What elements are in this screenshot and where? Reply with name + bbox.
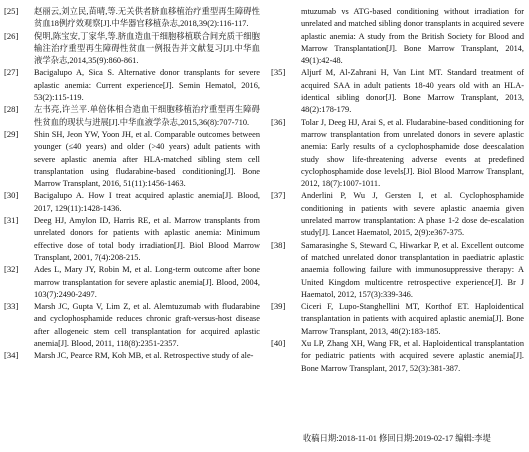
reference-number: [26] bbox=[4, 30, 19, 41]
reference-text: Marsh JC, Gupta V, Lim Z, et al. Alemtuzumab with fludarabine and cyclophosphamide reduces chronic graft-versus-host disease after allogeneic stem cell transplantation for acquired aplastic anemia[J]. Blood, 2011, 118(8):2351-2357. bbox=[34, 302, 260, 349]
reference-text: Aljurf M, Al-Zahrani H, Van Lint MT. Standard treatment of acquired SAA in adult patients 18-40 years old with an HLA-identical sibling donor[J]. Bone Marrow Transplant, 2013, 48(2):178-179. bbox=[301, 68, 524, 115]
reference-number: [27] bbox=[4, 67, 19, 78]
reference-entry bbox=[4, 350, 260, 362]
reference-entry bbox=[271, 338, 524, 375]
reference-number: [40] bbox=[271, 338, 286, 349]
right-column bbox=[271, 6, 524, 375]
reference-number: [34] bbox=[4, 350, 19, 361]
reference-text: 赵丽云,刘立民,苗晴,等.无关供者脐血移植治疗重型再生障碍性贫血18例疗效观察[J].中华器官移植杂志,2018,39(2):116-117. bbox=[34, 7, 260, 29]
reference-entry bbox=[4, 67, 260, 104]
reference-text: Tolar J, Deeg HJ, Arai S, et al. Fludarabine-based conditioning for marrow transplantation from unrelated donors in severe aplastic anemia: Early results of a cyclophosphamide dose deescalation study show life-threatening adverse events at predefined cyclophosphamide dose levels[J]. Biol Blood Marrow Transplant, 2012, 18(7):1007-1011. bbox=[301, 117, 524, 189]
reference-entry bbox=[271, 117, 524, 191]
reference-entry bbox=[4, 31, 260, 68]
reference-entry bbox=[4, 6, 260, 31]
reference-text: Samarasinghe S, Steward C, Hiwarkar P, et al. Excellent outcome of matched unrelated donor transplantation in paediatric aplastic anaemia following failure with immunosuppressive therapy: A United Kingdom multicentre retrospective experience[J]. Br J Haematol, 2012, 157(3):339-346. bbox=[301, 240, 524, 299]
reference-number: [29] bbox=[4, 128, 19, 139]
reference-continuation: mtuzumab vs ATG-based conditioning without irradiation for unrelated and matched sibling donor transplants in acquired severe aplastic anemia: A study from the British Society for Blood and Marrow Transplantation[J]. Bone Marrow Transplant, 2014, 49(1):42-48. bbox=[301, 7, 524, 66]
reference-number: [33] bbox=[4, 301, 19, 312]
reference-number: [30] bbox=[4, 190, 19, 201]
reference-text: Deeg HJ, Amylon ID, Harris RE, et al. Marrow transplants from unrelated donors for patients with aplastic anemia: Minimum effective dose of total body irradiation[J]. Biol Blood Marrow Transplant, 2001, 7(4):208-215. bbox=[34, 216, 260, 262]
reference-number: [36] bbox=[271, 116, 286, 127]
reference-entry bbox=[4, 129, 260, 190]
reference-entry bbox=[4, 215, 260, 264]
reference-number: [25] bbox=[4, 6, 19, 16]
reference-entry bbox=[4, 190, 260, 215]
reference-entry bbox=[271, 301, 524, 338]
reference-text: 左书亮,许兰平.单倍体相合造血干细胞移植治疗重型再生障碍性贫血的现状与进展[J].中华血液学杂志,2015,36(8):707-710. bbox=[34, 105, 260, 127]
reference-entry bbox=[4, 264, 260, 301]
reference-entry bbox=[271, 67, 524, 116]
reference-text: Ades L, Mary JY, Robin M, et al. Long-term outcome after bone marrow transplantation for severe aplastic anemia[J]. Blood, 2004, 103(7):2490-2497. bbox=[34, 265, 260, 299]
reference-number: [38] bbox=[271, 239, 286, 250]
reference-number: [37] bbox=[271, 190, 286, 201]
reference-entry bbox=[4, 104, 260, 129]
reference-text: Anderlini P, Wu J, Gersten I, et al. Cyclophosphamide conditioning in patients with severe aplastic anaemia given unrelated marrow transplantation: A phase 1-2 dose de-escalation study[J]. Lancet Haematol, 2015, 2(9):e367-375. bbox=[301, 191, 524, 238]
reference-text: Ciceri F, Lupo-Stanghellini MT, Korthof ET. Haploidentical transplantation in patients with acquired aplastic anemia[J]. Bone Marrow Transplant, 2013, 48(2):183-185. bbox=[301, 302, 524, 336]
reference-text: Xu LP, Zhang XH, Wang FR, et al. Haploidentical transplantation for pediatric patients with acquired severe aplastic anemia[J]. Bone Marrow Transplant, 2017, 52(3):381-387. bbox=[301, 339, 524, 373]
reference-number: [39] bbox=[271, 301, 286, 312]
reference-number: [28] bbox=[4, 104, 19, 115]
reference-entry bbox=[271, 240, 524, 301]
reference-number: [31] bbox=[4, 215, 19, 226]
left-column bbox=[4, 6, 260, 363]
reference-text: Marsh JC, Pearce RM, Koh MB, et al. Retrospective study of ale- bbox=[34, 351, 254, 361]
reference-number: [32] bbox=[4, 264, 19, 275]
reference-entry bbox=[271, 190, 524, 239]
reference-number: [35] bbox=[271, 67, 286, 78]
reference-text: Shin SH, Jeon YW, Yoon JH, et al. Comparable outcomes between younger (≤40 years) and older (>40 years) adult patients with severe aplastic anemia after HLA-matched sibling stem cell transplantation using fludarabine-based conditioning[J]. Bone Marrow Transplant, 2016, 51(11):1456-1463. bbox=[34, 129, 260, 189]
received-revised-editor-note: 收稿日期:2018-11-01 修回日期:2019-02-17 编辑:李堤 bbox=[303, 434, 491, 443]
reference-text: Bacigalupo A, Sica S. Alternative donor transplants for severe aplastic anemia: Current experience[J]. Semin Hematol, 2016, 53(2):115-119. bbox=[34, 68, 260, 103]
reference-text: 倪明,陈宝安,丁家华,等.脐血造血干细胞移植联合间充质干细胞输注治疗重型再生障碍性贫血一例报告并文献复习[J].中华血液学杂志,2014,35(9):860-861. bbox=[34, 31, 260, 66]
reference-entry bbox=[4, 301, 260, 350]
reference-text: Bacigalupo A. How I treat acquired aplastic anemia[J]. Blood, 2017, 129(11):1428-1436. bbox=[34, 191, 260, 213]
